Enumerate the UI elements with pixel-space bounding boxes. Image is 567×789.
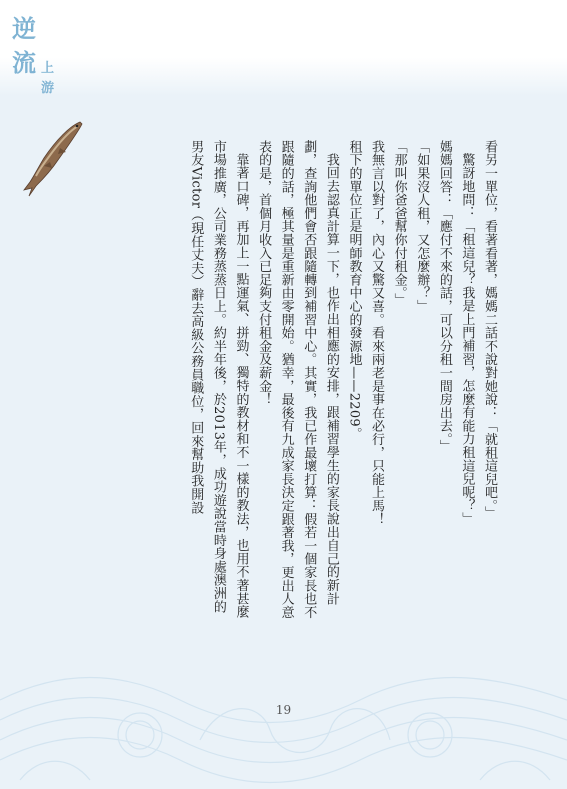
- logo-char-2: 流: [12, 48, 36, 77]
- paragraph: 租下的單位正是明師教育中心的發源地——2209。: [346, 140, 362, 441]
- vertical-body-text: [80, 140, 500, 620]
- header-band: [0, 0, 567, 96]
- logo-char-4: 游: [41, 81, 55, 96]
- logo-char-1: 逆: [12, 14, 36, 43]
- paragraph: 「那叫你爸爸幫你付租金。」: [391, 140, 407, 307]
- section-logo: [8, 6, 68, 102]
- page-number: 19: [275, 703, 292, 717]
- paragraph: 「如果沒人租，又怎麼辦？」: [414, 140, 430, 313]
- paragraph: 看另一單位，看著看著，媽媽二話不說對她說：「就租這兒吧。」: [482, 140, 497, 520]
- paragraph: 媽媽回答：「應付不來的話，可以分租一間房出去。」: [436, 140, 452, 453]
- fish-illustration: [20, 118, 86, 198]
- paragraph: 我無言以對了，內心又驚又喜。看來兩老是事在必行，只能上馬！: [369, 140, 385, 526]
- paragraph: 驚訝地問：「租這兒？我是上門補習，怎麼有能力租這兒呢？」: [459, 153, 475, 526]
- paragraph: 我回去認真計算一下，也作出相應的安排，跟補習學生的家長說出自己的新計劃，查詢他們會否跟隨轉到補習中心。其實，我已作最壞打算：假若一個家長也不跟隨的話，極其量是重新由零開始。猶幸，最後有九成家長決定跟著我，更出人意表的是，首個月收入已足夠支付租金及薪金！: [256, 140, 339, 619]
- logo-char-3: 上: [41, 61, 55, 76]
- paragraph: 靠著口碑，再加上一點運氣、拼勁、獨特的教材和不一樣的教法，也用不著甚麼市場推廣，公司業務蒸蒸日上。約半年後，於2013年，成功遊說當時身處澳洲的男友Victor（現任丈夫）辭去高級公務員職位，回來幫助我開設: [188, 140, 249, 619]
